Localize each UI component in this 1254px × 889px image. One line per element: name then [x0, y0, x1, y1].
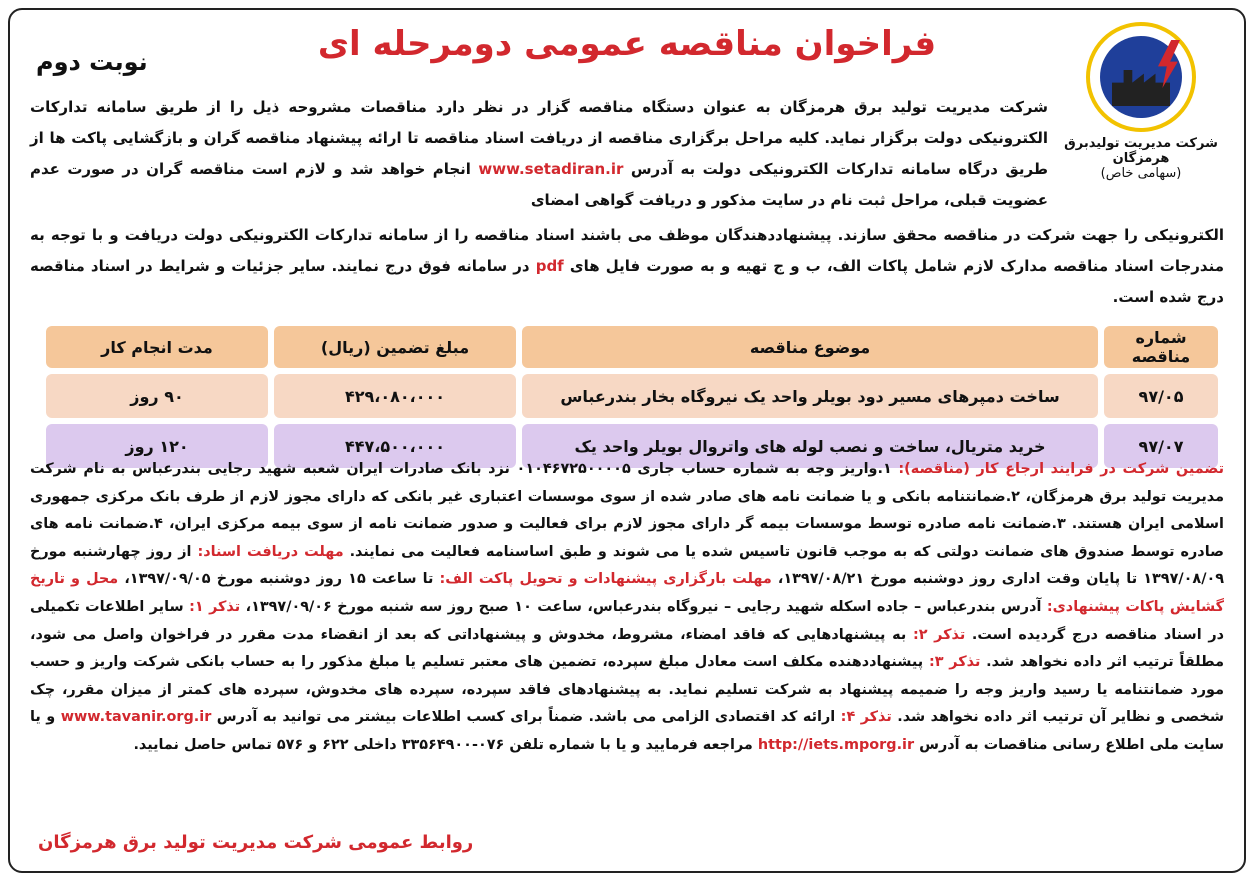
intro-paragraph: [30, 92, 1048, 216]
intro-paragraph-2: [30, 220, 1224, 313]
submission-label: مهلت بارگزاری پیشنهادات و تحویل پاکت الف:: [439, 571, 778, 588]
note2-text: به پیشنهادهایی که فاقد امضاء، مشروط، مخدوش و پیشنهاداتی که بعد از انقضاء مدت مقرر در فراخوان واصل می شود، مطلقاً ترتیب اثر داده نخواهد شد.: [30, 626, 1224, 671]
header-number: شماره مناقصه: [1104, 326, 1218, 368]
submission-text: تا ساعت ۱۵ روز دوشنبه مورخ ۱۳۹۷/۰۹/۰۵،: [124, 571, 440, 588]
pdf-label: pdf: [535, 257, 564, 275]
opening-label: محل و تاریخ گشایش پاکات پیشنهادی:: [30, 571, 1224, 615]
note4-text: ارائه کد اقتصادی الزامی می باشد.: [588, 709, 841, 726]
table-row: [46, 374, 1218, 418]
public-relations-signature: روابط عمومی شرکت مدیریت تولید برق هرمزگان: [38, 832, 474, 853]
tender-amount: ۴۴۷،۵۰۰،۰۰۰: [274, 424, 516, 468]
intro-text-1: به عنوان دستگاه مناقصه گزار در نظر دارد مناقصات مشروحه ذیل را از طریق سامانه تدارکات الکترونیکی دولت برگزار نماید. کلیه مراحل برگزاری مناقصه از دریافت اسناد مناقصه تا ارائه پیشنهاد مناقصه گران و بازگشایی پاکت ها از طریق درگاه سامانه تدارکات الکترونیکی دولت به آدرس: [30, 98, 1048, 178]
table-header-row: [46, 326, 1218, 368]
company-name: شرکت مدیریت تولیدبرق هرمزگان: [1064, 136, 1218, 166]
guarantee-text: ۱.واریز وجه به شماره حساب جاری ۰۱۰۴۶۷۲۵۰۰۰۰۵ نزد بانک صادرات ایران شعبه شهید رجایی بندرعباس به نام شرکت مدیریت تولید برق هرمزگان، ۲.ضمانتنامه بانکی و یا ضمانت نامه های صادر شده از سوی موسسات اعتباری غیر بانکی که دارای مجوز لازم از طرف بانک مرکزی جمهوری اسلامی ایران هستند. ۳.ضمانت نامه صادره توسط موسسات بیمه گر دارای مجوز لازم برای فعالیت و صدور ضمانت نامه از سوی بیمه مرکزی ایران، ۴.ضمانت نامه های صادره توسط صندوق های ضمانت دولتی که به موجب قانون تاسیس شده یا می شوند و طبق اساسنامه فعالیت می نمایند.: [30, 461, 1225, 560]
setadiran-link[interactable]: www.setadiran.ir: [478, 160, 624, 178]
note4-label: تذکر ۴:: [840, 709, 898, 726]
conditions-text: [30, 456, 1224, 760]
header-amount: مبلغ تضمین (ریال): [274, 326, 516, 368]
intro-text-2: انجام خواهد شد و لازم است مناقصه گران در صورت عدم عضویت قبلی، مراحل ثبت نام در سایت مذکور و دریافت گواهی امضای: [30, 160, 1048, 209]
round-label: نوبت دوم: [36, 48, 148, 76]
intro-text-5: سایر جزئیات و شرایط در اسناد مناقصه درج شده است.: [30, 257, 1224, 306]
tender-notice: [8, 8, 1246, 873]
info-text-2: و یا سایت ملی اطلاع رسانی مناقصات به آدرس: [30, 709, 1224, 753]
note1-label: تذکر ۱:: [189, 598, 246, 615]
tender-subject: ساخت دمپرهای مسیر دود بویلر واحد یک نیروگاه بخار بندرعباس: [522, 374, 1098, 418]
tender-subject: خرید متریال، ساخت و نصب لوله های واتروال بویلر واحد یک: [522, 424, 1098, 468]
tender-duration: ۱۲۰ روز: [46, 424, 268, 468]
tender-number: ۹۷/۰۷: [1104, 424, 1218, 468]
tender-amount: ۴۲۹،۰۸۰،۰۰۰: [274, 374, 516, 418]
page-title: فراخوان مناقصه عمومی دومرحله ای: [317, 24, 937, 64]
deadline-text: از روز چهارشنبه مورخ ۱۳۹۷/۰۸/۰۹ تا پایان وقت اداری روز دوشنبه مورخ ۱۳۹۷/۰۸/۲۱،: [30, 543, 1225, 588]
guarantee-label: تضمین شرکت در فرایند ارجاع کار (مناقصه):: [898, 461, 1224, 477]
tenders-table: [40, 320, 1224, 474]
note1-text: سایر اطلاعات تکمیلی در اسناد مناقصه درج گردیده است.: [30, 598, 1224, 643]
info-text-1: ضمناً برای کسب اطلاعات بیشتر می توانید به آدرس: [211, 709, 589, 726]
header-subject: موضوع مناقصه: [522, 326, 1098, 368]
iets-link[interactable]: http://iets.mporg.ir: [757, 736, 915, 753]
header-duration: مدت انجام کار: [46, 326, 268, 368]
opening-text: آدرس بندرعباس – جاده اسکله شهید رجایی – نیروگاه بندرعباس، ساعت ۱۰ صبح روز سه شنبه مورخ ۱۳۹۷/۰۹/۰۶،: [245, 598, 1047, 615]
intro-company: شرکت مدیریت تولید برق هرمزگان: [779, 98, 1048, 116]
deadline-label: مهلت دریافت اسناد:: [197, 543, 350, 560]
note3-text: پیشنهاددهنده مکلف است معادل مبلغ سپرده، تضمین های معتبر تسلیم یا مبلغ مذکور را به حساب بانکی شرکت واریز و حسب مورد ضمانتنامه یا رسید واریز وجه را ضمیمه پیشنهاد به شرکت تسلیم نماید. به پیشنهادهای فاقد سپرده، سپرده های مخدوش، سپرده های کمتر از میزان مقرر، چک شخصی و نظایر آن ترتیب اثر داده نخواهد شد.: [30, 654, 1224, 726]
intro-text-4: در سامانه فوق درج نمایند.: [331, 257, 536, 275]
tavanir-link[interactable]: www.tavanir.org.ir: [60, 709, 212, 726]
note3-label: تذکر ۳:: [928, 654, 987, 671]
info-text-3: مراجعه فرمایید و یا با شماره تلفن ۰۷۶-۳۳۵۶۴۹۰۰ داخلی ۶۲۲ و ۵۷۶ تماس حاصل نمایید.: [133, 736, 758, 753]
tender-number: ۹۷/۰۵: [1104, 374, 1218, 418]
intro-text-3: الکترونیکی را جهت شرکت در مناقصه محقق سازند. پیشنهاددهندگان موظف می باشند اسناد مناقصه را از سامانه تدارکات الکترونیکی دولت دریافت و با توجه به مندرجات اسناد مناقصه مدارک لازم شامل پاکات الف، ب و ج تهیه و به صورت فایل های: [30, 226, 1224, 275]
note2-label: تذکر ۲:: [912, 626, 972, 643]
tender-duration: ۹۰ روز: [46, 374, 268, 418]
company-type: (سهامی خاص): [1100, 166, 1182, 181]
